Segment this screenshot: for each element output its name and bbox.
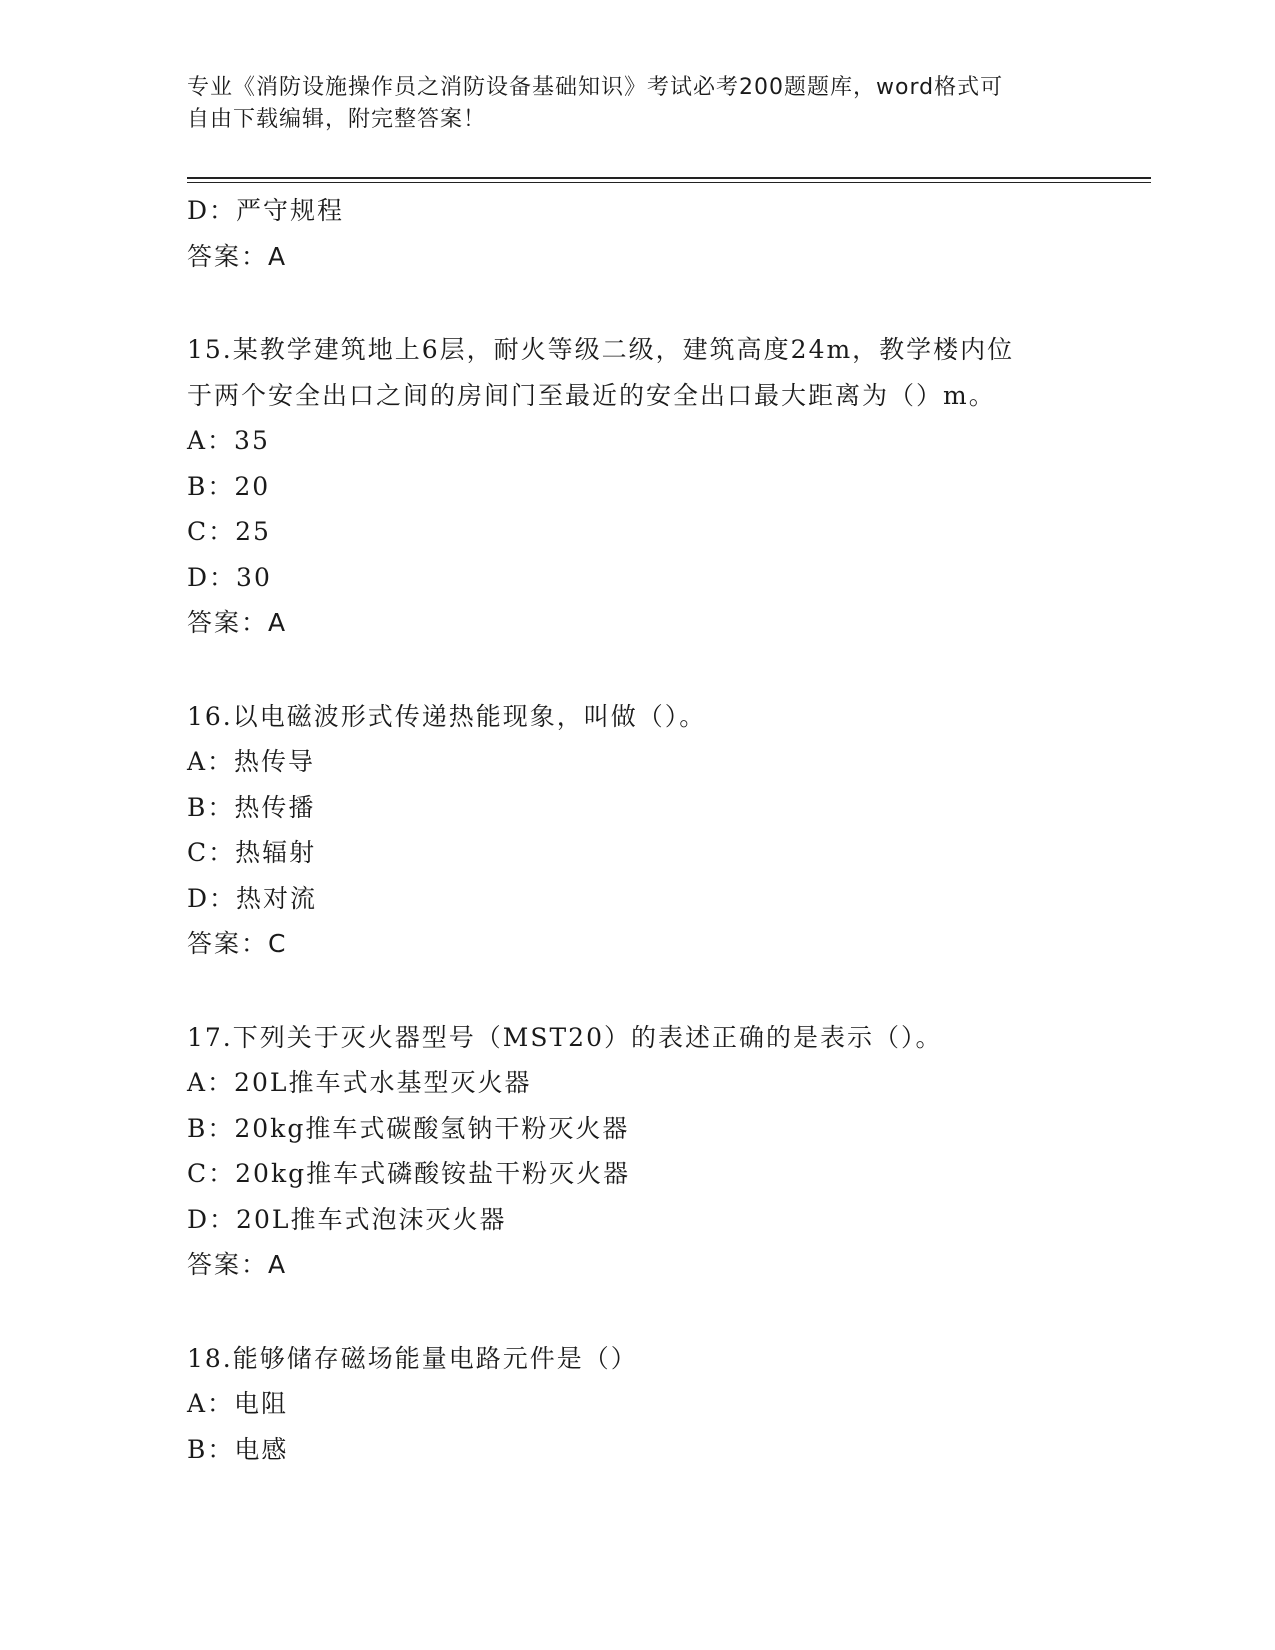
header-divider-thick xyxy=(187,177,1151,179)
option-b: B：热传播 xyxy=(187,792,316,822)
header-line-1: 专业《消防设施操作员之消防设备基础知识》考试必考200题题库，word格式可 xyxy=(187,75,1004,100)
question-18 xyxy=(187,1336,1087,1473)
option-c: C：25 xyxy=(187,517,271,546)
question-fragment xyxy=(187,188,1087,279)
header-divider-thin xyxy=(187,182,1151,183)
option-a: A：35 xyxy=(187,426,270,455)
answer-line: 答案：C xyxy=(187,929,288,958)
option-d: D：20L推车式泡沫灭火器 xyxy=(187,1204,507,1234)
option-d: D：严守规程 xyxy=(187,196,345,225)
option-c: C：热辐射 xyxy=(187,838,317,867)
option-a: A：热传导 xyxy=(187,747,316,776)
option-b: B：20 xyxy=(187,471,271,501)
option-d: D：30 xyxy=(187,562,272,592)
question-stem-line-1: 16.以电磁波形式传递热能现象，叫做（）。 xyxy=(187,701,707,731)
option-c: C：20kg推车式磷酸铵盐干粉灭火器 xyxy=(187,1159,631,1188)
question-15 xyxy=(187,327,1087,646)
question-stem-line-1: 15.某教学建筑地上6层，耐火等级二级，建筑高度24m，教学楼内位 xyxy=(187,335,1015,364)
header-line-2: 自由下载编辑，附完整答案！ xyxy=(187,107,487,132)
option-a: A：电阻 xyxy=(187,1389,289,1418)
answer-line: 答案：A xyxy=(187,1250,288,1279)
answer-line: 答案：A xyxy=(187,241,288,271)
document-header xyxy=(187,72,1067,136)
option-b: B：20kg推车式碳酸氢钠干粉灭火器 xyxy=(187,1113,630,1143)
question-stem-line-2: 于两个安全出口之间的房间门至最近的安全出口最大距离为（）m。 xyxy=(187,380,996,410)
document-body xyxy=(187,188,1087,1472)
question-stem-line-1: 18.能够储存磁场能量电路元件是（） xyxy=(187,1343,638,1373)
answer-line: 答案：A xyxy=(187,608,288,637)
question-stem-line-1: 17.下列关于灭火器型号（MST20）的表述正确的是表示（）。 xyxy=(187,1022,943,1052)
option-a: A：20L推车式水基型灭火器 xyxy=(187,1068,532,1097)
question-17 xyxy=(187,1015,1087,1288)
option-b: B：电感 xyxy=(187,1434,289,1464)
option-d: D：热对流 xyxy=(187,883,318,913)
question-16 xyxy=(187,694,1087,967)
